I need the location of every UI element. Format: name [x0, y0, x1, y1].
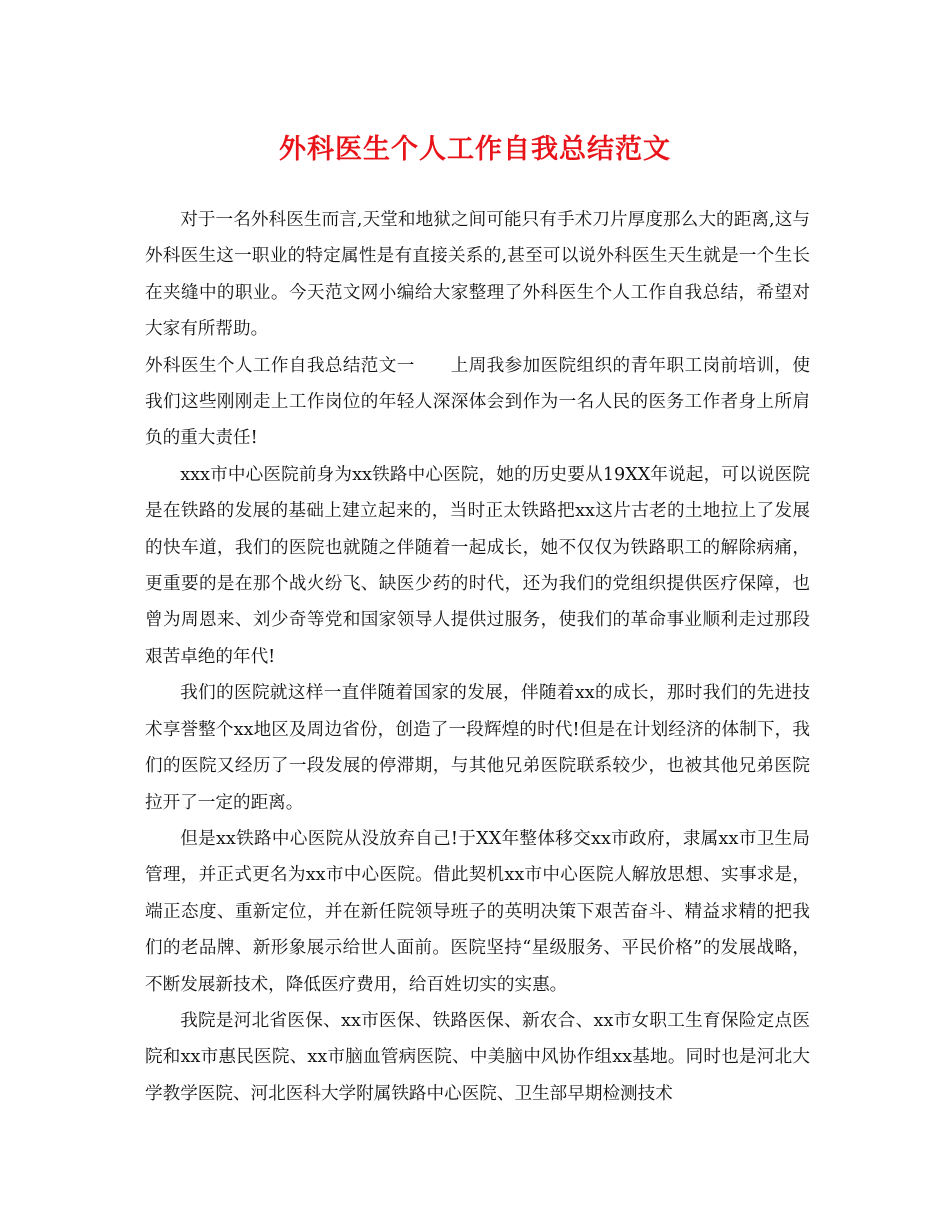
document-title: 外科医生个人工作自我总结范文: [279, 134, 671, 165]
document-body: [145, 202, 810, 1112]
paragraph-hospital-transfer: 但是xx铁路中心医院从没放弃自己!于XX年整体移交xx市政府，隶属xx市卫生局管理，并正式更名为xx市中心医院。借此契机xx市中心医院人解放思想、实事求是，端正态度、重新定位，并在新任院领导班子的英明决策下艰苦奋斗、精益求精的把我们的老品牌、新形象展示给世人面前。医院坚持“星级服务、平民价格”的发展战略，不断发展新技术，降低医疗费用，给百姓切实的实惠。: [145, 828, 810, 995]
paragraph-intro: 对于一名外科医生而言,天堂和地狱之间可能只有手术刀片厚度那么大的距离,这与外科医生这一职业的特定属性是有直接关系的,甚至可以说外科医生天生就是一个生长在夹缝中的职业。今天范文网小编给大家整理了外科医生个人工作自我总结，希望对大家有所帮助。: [145, 210, 810, 340]
paragraph-section-one: 外科医生个人工作自我总结范文一 上周我参加医院组织的青年职工岗前培训，使我们这些刚刚走上工作岗位的年轻人深深体会到作为一名人民的医务工作者身上所肩负的重大责任!: [145, 355, 810, 449]
paragraph-hospital-designations: 我院是河北省医保、xx市医保、铁路医保、新农合、xx市女职工生育保险定点医院和xx市惠民医院、xx市脑血管病医院、中美脑中风协作组xx基地。同时也是河北大学教学医院、河北医科大学附属铁路中心医院、卫生部早期检测技术: [145, 1010, 810, 1104]
paragraph-hospital-development: 我们的医院就这样一直伴随着国家的发展，伴随着xx的成长，那时我们的先进技术享誉整个xx地区及周边省份，创造了一段辉煌的时代!但是在计划经济的体制下，我们的医院又经历了一段发展的停滞期，与其他兄弟医院联系较少，也被其他兄弟医院拉开了一定的距离。: [145, 683, 810, 813]
paragraph-hospital-history: xxx市中心医院前身为xx铁路中心医院，她的历史要从19XX年说起，可以说医院是在铁路的发展的基础上建立起来的，当时正太铁路把xx这片古老的土地拉上了发展的快车道，我们的医院也就随之伴随着一起成长，她不仅仅为铁路职工的解除病痛，更重要的是在那个战火纷飞、缺医少药的时代，还为我们的党组织提供医疗保障，也曾为周恩来、刘少奇等党和国家领导人提供过服务，使我们的革命事业顺利走过那段艰苦卓绝的年代!: [145, 464, 810, 667]
